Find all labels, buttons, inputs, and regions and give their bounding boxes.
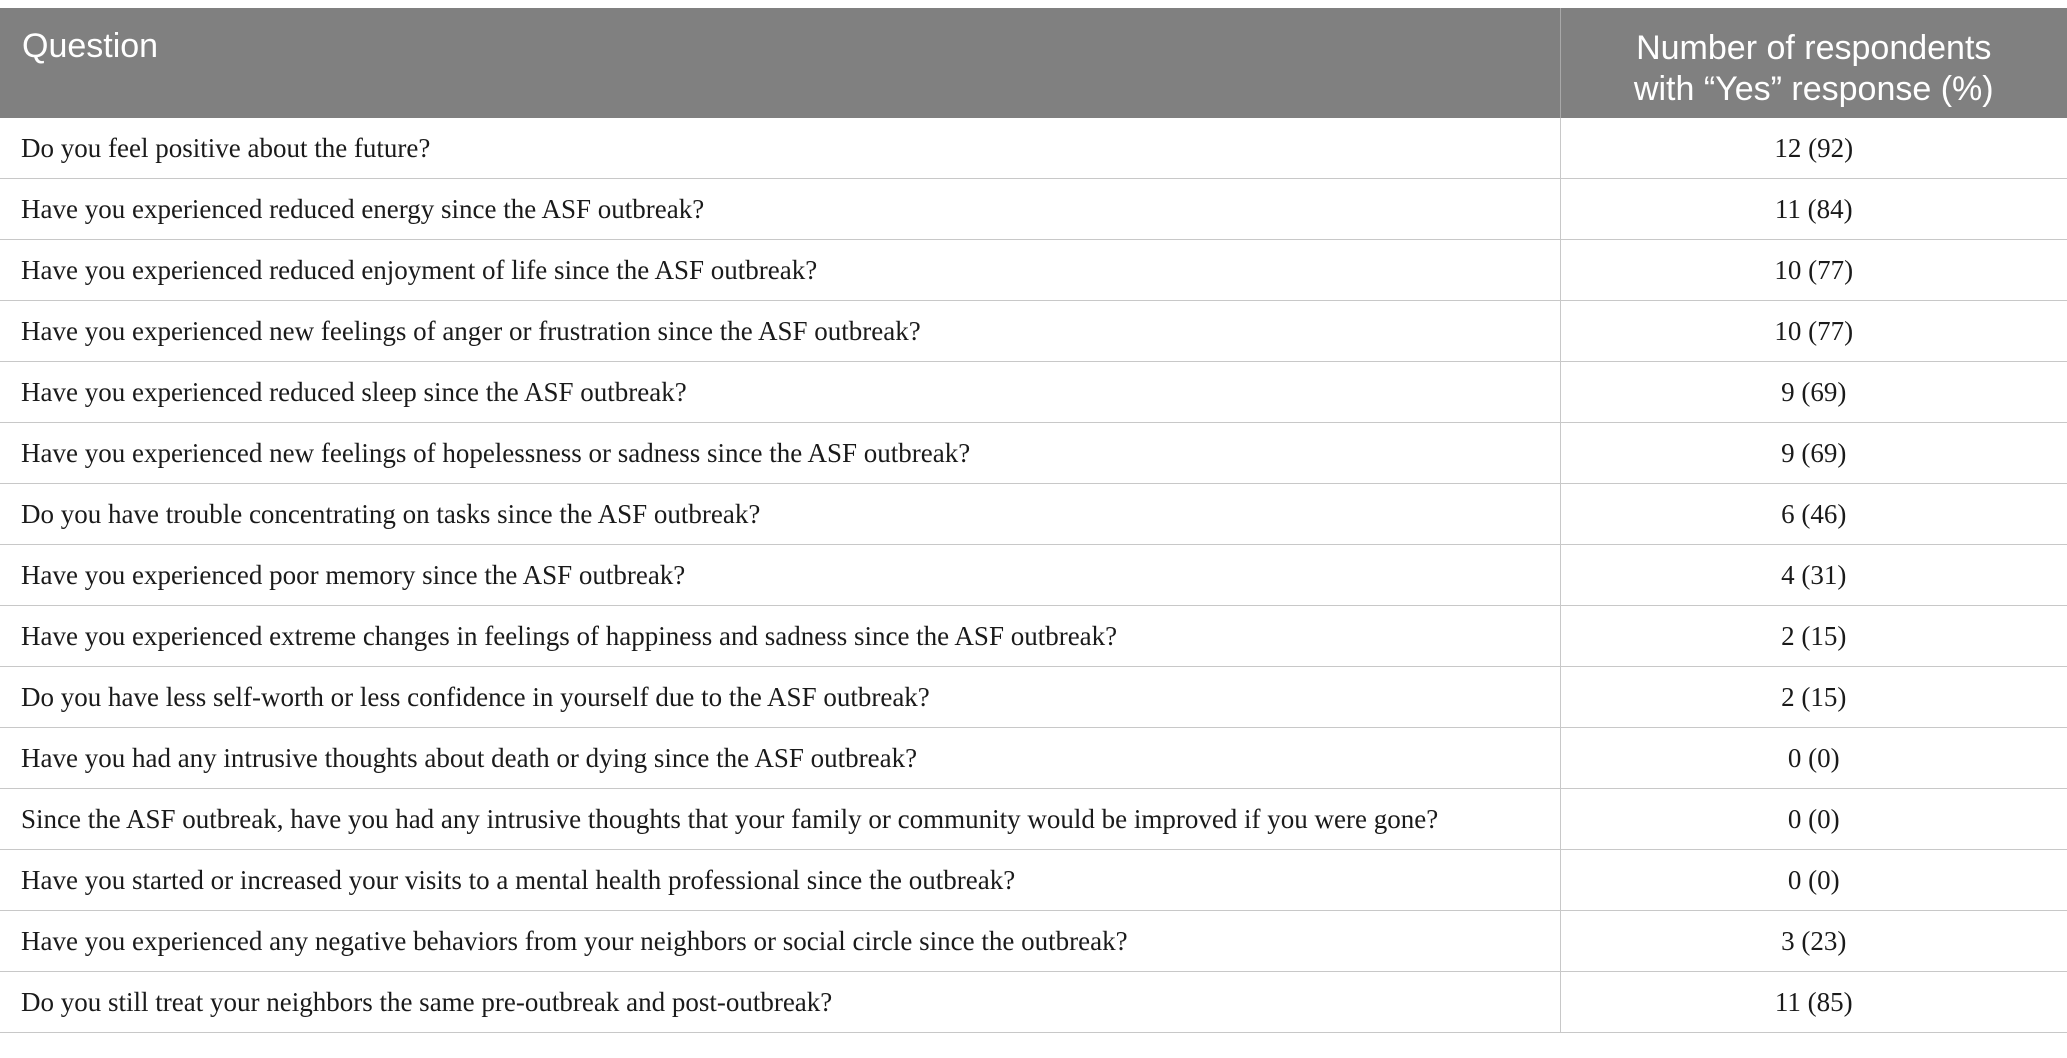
table-row bbox=[0, 118, 2067, 179]
question-cell: Do you feel positive about the future? bbox=[0, 118, 1560, 179]
response-cell: 2 (15) bbox=[1560, 606, 2067, 667]
question-cell: Have you experienced reduced energy since the ASF outbreak? bbox=[0, 179, 1560, 240]
table-body bbox=[0, 118, 2067, 1033]
question-cell: Have you experienced any negative behaviors from your neighbors or social circle since the outbreak? bbox=[0, 911, 1560, 972]
question-cell: Have you started or increased your visits to a mental health professional since the outbreak? bbox=[0, 850, 1560, 911]
response-cell: 9 (69) bbox=[1560, 423, 2067, 484]
table-row bbox=[0, 301, 2067, 362]
response-cell: 3 (23) bbox=[1560, 911, 2067, 972]
response-cell: 11 (85) bbox=[1560, 972, 2067, 1033]
table-row bbox=[0, 728, 2067, 789]
response-cell: 9 (69) bbox=[1560, 362, 2067, 423]
question-column-header: Question bbox=[0, 8, 1560, 118]
response-cell: 12 (92) bbox=[1560, 118, 2067, 179]
question-cell: Have you experienced new feelings of hopelessness or sadness since the ASF outbreak? bbox=[0, 423, 1560, 484]
question-cell: Have you experienced extreme changes in feelings of happiness and sadness since the ASF outbreak? bbox=[0, 606, 1560, 667]
table-row bbox=[0, 240, 2067, 301]
table-row bbox=[0, 545, 2067, 606]
survey-results-table bbox=[0, 8, 2067, 1033]
question-cell: Have you experienced reduced enjoyment of life since the ASF outbreak? bbox=[0, 240, 1560, 301]
question-cell: Have you experienced reduced sleep since the ASF outbreak? bbox=[0, 362, 1560, 423]
table-row bbox=[0, 423, 2067, 484]
respondents-column-header bbox=[1560, 8, 2067, 118]
table-row bbox=[0, 362, 2067, 423]
table-row bbox=[0, 911, 2067, 972]
respondents-header-line2: with “Yes” response (%) bbox=[1633, 70, 1994, 108]
table-row bbox=[0, 972, 2067, 1033]
header-row bbox=[0, 8, 2067, 118]
table-row bbox=[0, 484, 2067, 545]
response-cell: 11 (84) bbox=[1560, 179, 2067, 240]
table-row bbox=[0, 850, 2067, 911]
question-cell: Have you experienced new feelings of anger or frustration since the ASF outbreak? bbox=[0, 301, 1560, 362]
question-cell: Have you experienced poor memory since the ASF outbreak? bbox=[0, 545, 1560, 606]
table-header bbox=[0, 8, 2067, 118]
response-cell: 2 (15) bbox=[1560, 667, 2067, 728]
response-cell: 0 (0) bbox=[1560, 728, 2067, 789]
response-cell: 0 (0) bbox=[1560, 850, 2067, 911]
response-cell: 10 (77) bbox=[1560, 240, 2067, 301]
table-row bbox=[0, 667, 2067, 728]
question-cell: Since the ASF outbreak, have you had any intrusive thoughts that your family or community would be improved if you were gone? bbox=[0, 789, 1560, 850]
table-row bbox=[0, 789, 2067, 850]
response-cell: 6 (46) bbox=[1560, 484, 2067, 545]
response-cell: 10 (77) bbox=[1560, 301, 2067, 362]
response-cell: 0 (0) bbox=[1560, 789, 2067, 850]
question-cell: Have you had any intrusive thoughts about death or dying since the ASF outbreak? bbox=[0, 728, 1560, 789]
table-row bbox=[0, 179, 2067, 240]
question-cell: Do you have trouble concentrating on tasks since the ASF outbreak? bbox=[0, 484, 1560, 545]
respondents-header-line1: Number of respondents bbox=[1636, 29, 1992, 67]
question-cell: Do you have less self-worth or less confidence in yourself due to the ASF outbreak? bbox=[0, 667, 1560, 728]
question-cell: Do you still treat your neighbors the same pre-outbreak and post-outbreak? bbox=[0, 972, 1560, 1033]
response-cell: 4 (31) bbox=[1560, 545, 2067, 606]
table-row bbox=[0, 606, 2067, 667]
